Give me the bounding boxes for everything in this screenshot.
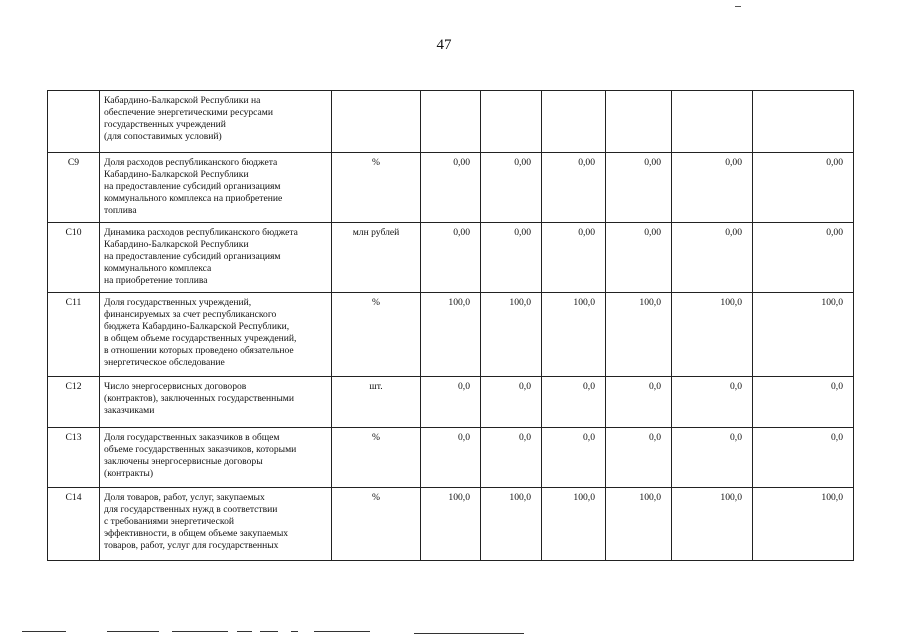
table-row: [48, 377, 854, 428]
scan-mark: [735, 6, 741, 7]
indicator-value: 0,0: [753, 377, 854, 428]
indicator-value: [672, 91, 753, 153]
indicator-value: [606, 91, 672, 153]
indicator-name: Динамика расходов республиканского бюджета Кабардино-Балкарской Республики на предоставление субсидий организациям коммунального комплекса на приобретение топлива: [100, 223, 332, 293]
indicator-value: 0,0: [481, 428, 542, 488]
indicator-unit: [332, 91, 421, 153]
indicator-code: С10: [48, 223, 100, 293]
indicator-value: 0,00: [606, 223, 672, 293]
indicator-value: 100,0: [672, 293, 753, 377]
footer-line: [314, 631, 370, 632]
table-row: [48, 428, 854, 488]
indicator-name: Кабардино-Балкарской Республики на обеспечение энергетическими ресурсами государственных учреждений (для сопоставимых условий): [100, 91, 332, 153]
indicator-value: 0,0: [542, 377, 606, 428]
indicator-name: Доля расходов республиканского бюджета Кабардино-Балкарской Республики на предоставление субсидий организациям коммунального комплекса на приобретение топлива: [100, 153, 332, 223]
indicator-value: [421, 91, 481, 153]
indicator-value: 0,00: [672, 223, 753, 293]
footer-line: [414, 633, 524, 634]
indicator-value: 0,00: [606, 153, 672, 223]
indicator-unit: %: [332, 488, 421, 561]
table-row: [48, 293, 854, 377]
table-row: [48, 153, 854, 223]
footer-line: [237, 631, 252, 632]
indicator-value: 0,00: [481, 153, 542, 223]
indicator-value: [481, 91, 542, 153]
footer-line: [22, 631, 66, 632]
indicator-name: Число энергосервисных договоров (контрактов), заключенных государственными заказчиками: [100, 377, 332, 428]
indicator-value: 0,0: [606, 377, 672, 428]
table-row: [48, 91, 854, 153]
indicator-value: 0,0: [481, 377, 542, 428]
indicator-name: Доля государственных учреждений, финансируемых за счет республиканского бюджета Кабардино-Балкарской Республики, в общем объеме государственных учреждений, в отношении которых проведено обязательное энергетическое обследование: [100, 293, 332, 377]
indicator-value: 0,00: [753, 223, 854, 293]
indicator-code: С14: [48, 488, 100, 561]
indicator-value: 100,0: [481, 293, 542, 377]
indicator-value: 100,0: [481, 488, 542, 561]
indicator-value: 100,0: [542, 488, 606, 561]
indicator-unit: %: [332, 153, 421, 223]
indicator-code: [48, 91, 100, 153]
footer-line: [291, 631, 298, 632]
indicator-code: С11: [48, 293, 100, 377]
indicator-name: Доля государственных заказчиков в общем объеме государственных заказчиков, которыми заключены энергосервисные договоры (контракты): [100, 428, 332, 488]
indicator-value: 0,0: [606, 428, 672, 488]
indicator-value: 0,00: [753, 153, 854, 223]
indicator-code: С13: [48, 428, 100, 488]
footer-line: [172, 631, 228, 632]
indicator-value: [753, 91, 854, 153]
indicator-value: 0,00: [542, 223, 606, 293]
footer-line: [260, 631, 278, 632]
indicator-unit: %: [332, 428, 421, 488]
indicator-value: 0,0: [421, 377, 481, 428]
indicator-value: 0,0: [672, 428, 753, 488]
indicator-value: 0,0: [753, 428, 854, 488]
indicator-value: 0,00: [421, 223, 481, 293]
indicator-unit: млн рублей: [332, 223, 421, 293]
indicator-code: С9: [48, 153, 100, 223]
table-row: [48, 223, 854, 293]
indicator-value: 100,0: [672, 488, 753, 561]
indicator-value: 0,0: [542, 428, 606, 488]
page-number: 47: [436, 37, 452, 53]
indicator-code: С12: [48, 377, 100, 428]
indicator-value: 0,00: [672, 153, 753, 223]
indicator-value: 100,0: [753, 293, 854, 377]
indicator-value: 0,00: [481, 223, 542, 293]
footer-line: [107, 631, 159, 632]
indicator-value: 0,0: [421, 428, 481, 488]
indicator-value: 100,0: [542, 293, 606, 377]
indicator-value: 100,0: [606, 293, 672, 377]
indicator-unit: шт.: [332, 377, 421, 428]
indicator-value: 100,0: [421, 293, 481, 377]
indicator-value: 100,0: [606, 488, 672, 561]
indicator-value: 0,00: [542, 153, 606, 223]
indicator-name: Доля товаров, работ, услуг, закупаемых для государственных нужд в соответствии с требованиями энергетической эффективности, в общем объеме закупаемых товаров, работ, услуг для государственных: [100, 488, 332, 561]
table-row: [48, 488, 854, 561]
indicator-value: 100,0: [421, 488, 481, 561]
indicator-value: [542, 91, 606, 153]
indicator-value: 0,00: [421, 153, 481, 223]
table-body: [48, 91, 854, 561]
indicators-table: [47, 90, 854, 561]
indicator-unit: %: [332, 293, 421, 377]
indicator-value: 0,0: [672, 377, 753, 428]
indicator-value: 100,0: [753, 488, 854, 561]
